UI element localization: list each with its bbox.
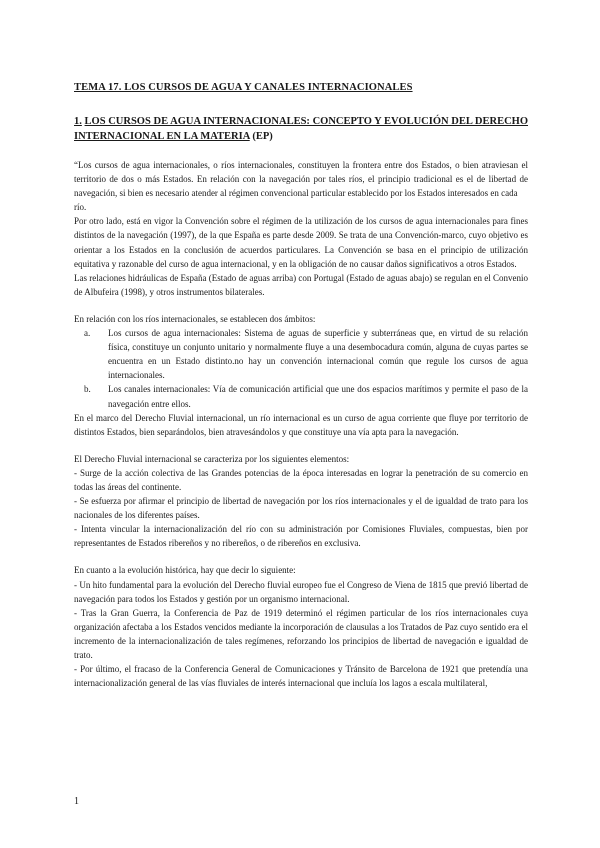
evolucion-item: - Un hito fundamental para la evolución del Derecho fluvial europeo fue el Congreso de Viena de 1815 que previó libertad de navegación para todos los Estados y gestión por un organismo internacional. (74, 579, 528, 604)
ambitos-closing: En el marco del Derecho Fluvial internacional, un río internacional es un curso de agua corriente que fluye por territorio de distintos Estados, bien separándolos, bien atravesándolos y que constituye una vía apta para la navegación. (74, 412, 528, 437)
evolucion-lead: En cuanto a la evolución histórica, hay que decir lo siguiente: (74, 565, 296, 576)
list-item-text: Los canales internacionales: Vía de comunicación artificial que une dos espacios marítimos y permite el paso de la navegación entre ellos. (108, 384, 528, 409)
caracteristica-item: - Intenta vincular la internacionalización del río con su administración por Comisiones Fluviales, compuestas, bien por representantes de Estados ribereños y no ribereños, o de ribereños en exclusiva. (74, 524, 528, 549)
list-item (84, 326, 528, 382)
evolucion-item: - Tras la Gran Guerra, la Conferencia de Paz de 1919 determinó el régimen particular de los ríos internacionales cuya organización afectaba a los Estados vencidos mediante la incorporación de clausulas a los Tratados de Paz cuyo sentido era el incremento de la internacionalización de tales regímenes, reforzando los principios de libertad de navegación e igualdad de trato. (74, 607, 528, 660)
intro-paragraph: río. (74, 202, 87, 213)
page-number: 1 (74, 796, 79, 807)
caracteristicas-lead: El Derecho Fluvial internacional se caracteriza por los siguientes elementos: (74, 453, 350, 464)
section-heading (74, 114, 528, 144)
list-item-text: Los cursos de agua internacionales: Sistema de aguas de superficie y subterráneas que, en virtud de su relación física, constituye un conjunto unitario y normalmente fluye a una desembocadura común, alguna de cuyas partes se encuentra en un Estado distinto.no hay un convención internacional común que regule los cursos de agua internacionales. (108, 328, 528, 381)
list-marker: b. (84, 384, 91, 395)
evolucion-item: - Por último, el fracaso de la Conferencia General de Comunicaciones y Tránsito de Barcelona de 1921 que pretendía una internacionalización general de las vías fluviales de interés internacional que incluía los lagos a escala multilateral, (74, 664, 528, 689)
intro-paragraph: Por otro lado, está en vigor la Convención sobre el régimen de la utilización de los cursos de agua internacionales para fines distintos de la navegación (1997), de la que España es parte desde 2009. Se trata de una Convención-marco, cuyo objetivo es orientar a los Estados en la conclusión de acuerdos particulares. La Convención se basa en el principio de utilización equitativa y razonable del curso de agua internacional, y en la obligación de no causar daños significativos a otros Estados. (74, 216, 528, 269)
intro-paragraph: Las relaciones hidráulicas de España (Estado de aguas arriba) con Portugal (Estado de aguas abajo) se regulan en el Convenio de Albufeira (1998), y otros instrumentos bilaterales. (74, 272, 528, 297)
section-heading-suffix: (EP) (249, 131, 273, 142)
ambitos-list (74, 326, 528, 411)
caracteristica-item: - Surge de la acción colectiva de las Grandes potencias de la época interesadas en lograr la penetración de su comercio en todas las áreas del continente. (74, 467, 528, 492)
caracteristica-item: - Se esfuerza por afirmar el principio de libertad de navegación por los ríos internacionales y el de igualdad de trato para los nacionales de los diferentes países. (74, 496, 528, 521)
section-heading-text: LOS CURSOS DE AGUA INTERNACIONALES: CONCEPTO Y EVOLUCIÓN DEL DERECHO INTERNACIONAL EN LA MATERIA (74, 116, 529, 142)
intro-paragraph: “Los cursos de agua internacionales, o ríos internacionales, constituyen la frontera entre dos Estados, o bien atraviesan el territorio de dos o más Estados. En relación con la navegación por tales ríos, el principio tradicional es el de libertad de navegación, si bien es necesario atender al régimen convencional particular establecido por los Estados interesados en cada (74, 160, 528, 199)
document-title: TEMA 17. LOS CURSOS DE AGUA Y CANALES INTERNACIONALES (74, 82, 413, 93)
list-item (84, 382, 528, 410)
ambitos-lead: En relación con los ríos internacionales, se establecen dos ámbitos: (74, 313, 316, 324)
list-marker: a. (84, 328, 91, 339)
section-number: 1. (74, 116, 82, 127)
